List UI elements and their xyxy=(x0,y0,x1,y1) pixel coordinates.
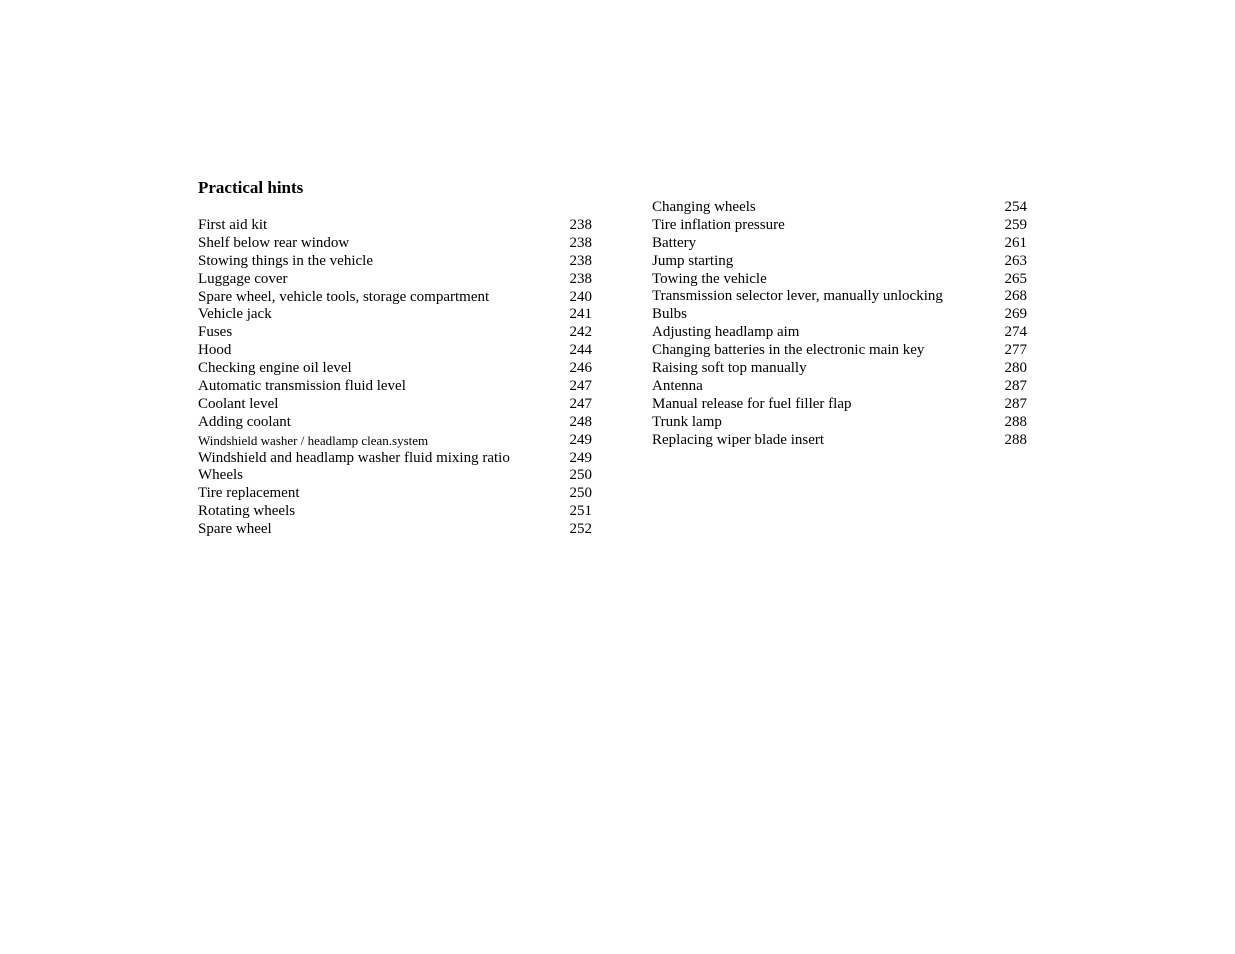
toc-entry[interactable] xyxy=(198,450,592,468)
toc-entry-label: Jump starting xyxy=(652,252,734,269)
toc-entry[interactable] xyxy=(652,360,1027,378)
toc-entry-label: Spare wheel, vehicle tools, storage compartment xyxy=(198,288,490,305)
toc-entry-label: Stowing things in the vehicle xyxy=(198,252,373,269)
toc-entry-label: Coolant level xyxy=(198,395,279,412)
toc-entry-page: 242 xyxy=(569,324,592,341)
toc-entry-label: Tire replacement xyxy=(198,485,300,502)
toc-entry-label: Replacing wiper blade insert xyxy=(652,431,825,448)
toc-entry-page: 288 xyxy=(1004,431,1027,448)
toc-entry[interactable] xyxy=(652,288,1027,306)
toc-entry-page: 250 xyxy=(569,467,592,484)
toc-entry-label: Wheels xyxy=(198,467,243,484)
toc-entry-label: Antenna xyxy=(652,377,703,394)
toc-entry[interactable] xyxy=(652,342,1027,360)
toc-entry-label: Checking engine oil level xyxy=(198,360,352,377)
toc-entry[interactable] xyxy=(652,271,1027,289)
toc-entry-label: Changing batteries in the electronic main key xyxy=(652,342,925,359)
toc-entry[interactable] xyxy=(652,432,1027,450)
toc-entry[interactable] xyxy=(198,485,592,503)
toc-entry[interactable] xyxy=(198,306,592,324)
toc-entry-label: Raising soft top manually xyxy=(652,360,807,377)
toc-entry[interactable] xyxy=(198,378,592,396)
toc-entry-page: 244 xyxy=(569,342,592,359)
toc-entry-label: Transmission selector lever, manually unlocking xyxy=(652,288,943,305)
toc-entry-page: 249 xyxy=(569,449,592,466)
toc-left-column xyxy=(198,217,592,539)
toc-entry[interactable] xyxy=(198,324,592,342)
toc-entry-page: 246 xyxy=(569,360,592,377)
toc-entry[interactable] xyxy=(652,217,1027,235)
toc-entry-label: Towing the vehicle xyxy=(652,270,767,287)
toc-entry[interactable] xyxy=(652,378,1027,396)
toc-entry-label: Trunk lamp xyxy=(652,413,722,430)
toc-entry-label: Fuses xyxy=(198,324,233,341)
toc-entry-page: 277 xyxy=(1004,342,1027,359)
toc-entry[interactable] xyxy=(198,342,592,360)
toc-entry-page: 249 xyxy=(569,431,592,448)
toc-entry-label: Bulbs xyxy=(652,306,688,323)
toc-entry-label: Adding coolant xyxy=(198,413,291,430)
toc-entry[interactable] xyxy=(652,396,1027,414)
page-title: Practical hints xyxy=(198,178,304,197)
toc-entry-page: 247 xyxy=(569,378,592,395)
toc-entry[interactable] xyxy=(652,199,1027,217)
toc-entry-page: 238 xyxy=(569,270,592,287)
toc-entry-label: Rotating wheels xyxy=(198,503,296,520)
toc-entry[interactable] xyxy=(198,253,592,271)
toc-entry-label: Windshield and headlamp washer fluid mixing ratio xyxy=(198,449,510,466)
toc-entry[interactable] xyxy=(652,253,1027,271)
toc-entry[interactable] xyxy=(198,503,592,521)
toc-entry-page: 240 xyxy=(569,288,592,305)
toc-entry-label: Spare wheel xyxy=(198,521,272,538)
toc-entry-page: 251 xyxy=(569,503,592,520)
toc-entry-page: 254 xyxy=(1004,199,1027,215)
toc-entry-page: 287 xyxy=(1004,395,1027,412)
toc-entry-page: 265 xyxy=(1004,270,1027,287)
toc-entry-page: 269 xyxy=(1004,306,1027,323)
toc-entry-label: Automatic transmission fluid level xyxy=(198,378,406,395)
toc-entry-label: Changing wheels xyxy=(652,199,756,215)
toc-entry-page: 280 xyxy=(1004,360,1027,377)
toc-entry-page: 288 xyxy=(1004,413,1027,430)
toc-entry[interactable] xyxy=(198,414,592,432)
toc-entry-page: 238 xyxy=(569,234,592,251)
toc-entry-page: 238 xyxy=(569,217,592,233)
toc-entry-page: 261 xyxy=(1004,234,1027,251)
toc-entry-page: 247 xyxy=(569,395,592,412)
toc-entry[interactable] xyxy=(198,217,592,235)
toc-entry-label: Hood xyxy=(198,342,232,359)
toc-entry[interactable] xyxy=(652,235,1027,253)
toc-entry-label: Adjusting headlamp aim xyxy=(652,324,800,341)
toc-entry[interactable] xyxy=(652,306,1027,324)
toc-entry[interactable] xyxy=(652,324,1027,342)
toc-entry[interactable] xyxy=(198,396,592,414)
toc-entry-page: 287 xyxy=(1004,377,1027,394)
toc-entry[interactable] xyxy=(198,289,592,307)
toc-entry-label: Shelf below rear window xyxy=(198,234,350,251)
toc-entry[interactable] xyxy=(198,467,592,485)
toc-entry-label: Windshield washer / headlamp clean.system xyxy=(198,432,429,448)
toc-entry[interactable] xyxy=(198,271,592,289)
toc-entry[interactable] xyxy=(198,521,592,539)
toc-entry-page: 241 xyxy=(569,306,592,323)
toc-entry[interactable] xyxy=(198,360,592,378)
toc-entry-page: 252 xyxy=(569,521,592,538)
toc-entry[interactable] xyxy=(198,235,592,253)
toc-entry-label: Luggage cover xyxy=(198,270,288,287)
toc-entry-label: First aid kit xyxy=(198,217,268,233)
toc-entry-page: 268 xyxy=(1004,288,1027,305)
toc-entry-label: Vehicle jack xyxy=(198,306,272,323)
toc-entry-page: 250 xyxy=(569,485,592,502)
toc-entry-label: Battery xyxy=(652,234,697,251)
toc-entry-page: 274 xyxy=(1004,324,1027,341)
toc-entry-page: 248 xyxy=(569,413,592,430)
toc-entry[interactable] xyxy=(198,432,592,450)
toc-entry-label: Manual release for fuel filler flap xyxy=(652,395,852,412)
toc-entry-label: Tire inflation pressure xyxy=(652,216,785,233)
toc-entry-page: 263 xyxy=(1004,252,1027,269)
toc-right-column xyxy=(652,199,1027,449)
toc-entry-page: 259 xyxy=(1004,216,1027,233)
toc-entry[interactable] xyxy=(652,414,1027,432)
toc-entry-page: 238 xyxy=(569,252,592,269)
